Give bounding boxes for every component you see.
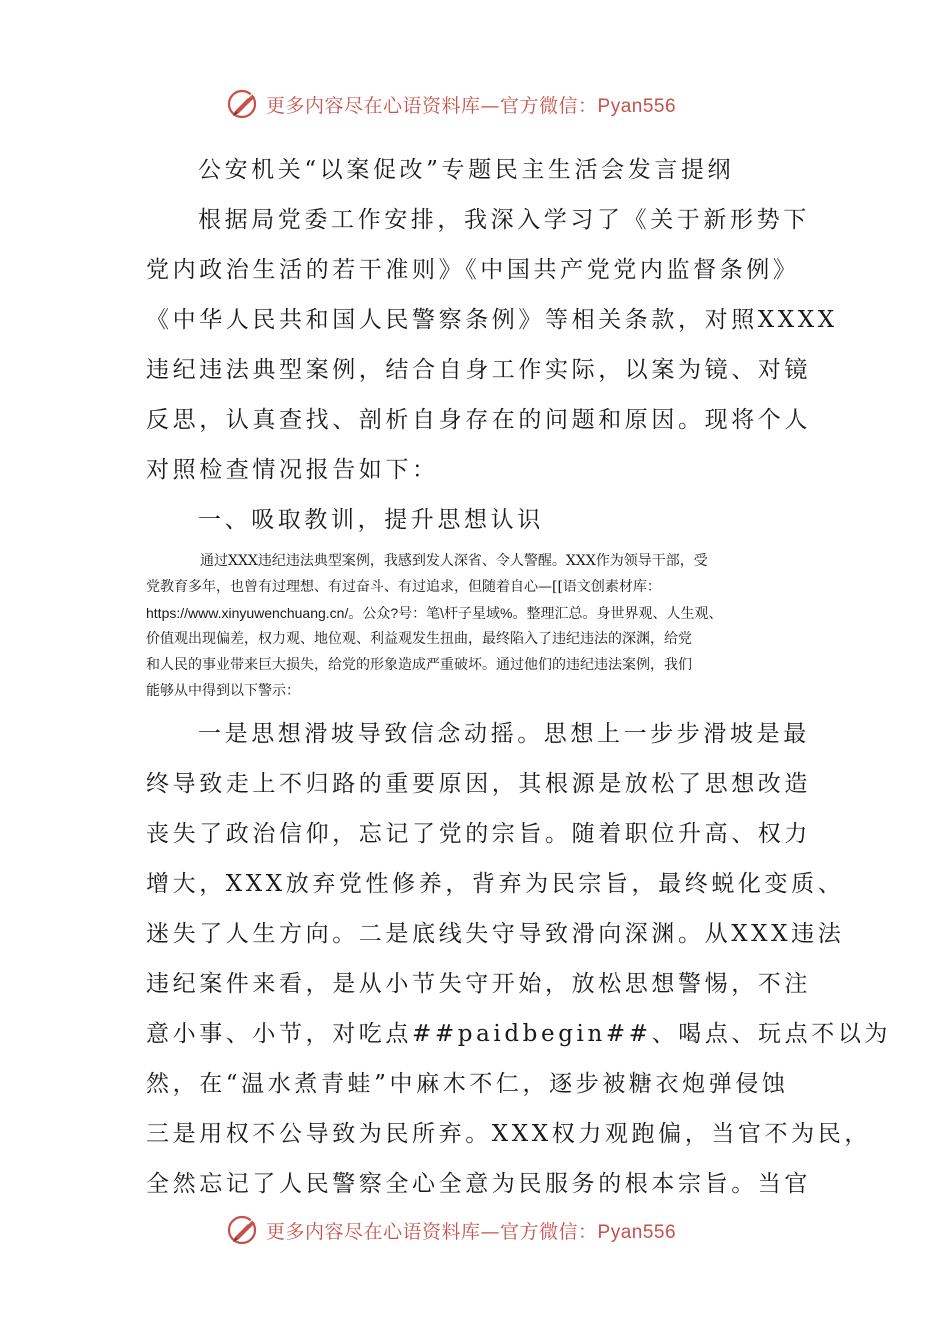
- lesson-line-5: 和人民的事业带来巨大损失，给党的形象造成严重破坏。通过他们的违纪违法案例，我们: [146, 657, 692, 673]
- intro-line-2: 党内政治生活的若干准则》《中国共产党党内监督条例》: [146, 257, 800, 283]
- body-line-7: 意小事、小节，对吃点##paidbegin##、喝点、玩点不以为: [146, 1021, 892, 1047]
- intro-line-1: 根据局党委工作安排，我深入学习了《关于新形势下: [198, 207, 810, 233]
- body-line-2: 终导致走上不归路的重要原因，其根源是放松了思想改造: [146, 771, 811, 797]
- body-line-8: 然，在“温水煮青蛙”中麻木不仁，逐步被糖衣炮弹侵蚀: [146, 1071, 789, 1097]
- document-title: 公安机关“以案促改”专题民主生活会发言提纲: [198, 157, 735, 183]
- footer-banner-text: 更多内容尽在心语资料库—官方微信：Pyan556: [266, 1220, 677, 1243]
- lesson-line-4: 价值观出现偏差，权力观、地位观、利益观发生扭曲，最终陷入了违纪违法的深渊，给党: [146, 631, 692, 647]
- lesson-line-2: 党教育多年，也曾有过理想、有过奋斗、有过追求，但随着自心—[[语文创素材库：: [146, 579, 661, 595]
- intro-line-4: 违纪违法典型案例，结合自身工作实际，以案为镜、对镜: [146, 357, 811, 383]
- header-banner: [226, 84, 746, 124]
- footer-banner: [226, 1210, 746, 1250]
- intro-line-6: 对照检查情况报告如下：: [146, 457, 439, 483]
- header-banner-text: 更多内容尽在心语资料库—官方微信：Pyan556: [266, 94, 677, 117]
- footer-wechat-id: Pyan556: [597, 1221, 677, 1243]
- header-wechat-id: Pyan556: [597, 95, 677, 117]
- lesson-line-6: 能够从中得到以下警示：: [146, 683, 300, 699]
- intro-line-3: 《中华人民共和国人民警察条例》等相关条款，对照XXXX: [146, 307, 838, 333]
- lesson-line-3: https://www.xinyuwenchuang.cn/。公众?号：笔\杆子星域%。整理汇总。身世界观、人生观、: [146, 605, 723, 621]
- body-line-1: 一是思想滑坡导致信念动摇。思想上一步步滑坡是最: [198, 721, 810, 747]
- body-line-5: 迷失了人生方向。二是底线失守导致滑向深渊。从XXX违法: [146, 921, 845, 947]
- intro-line-5: 反思，认真查找、剖析自身存在的问题和原因。现将个人: [146, 407, 811, 433]
- pen-emblem-icon: [226, 86, 262, 122]
- document-content: [146, 145, 892, 1209]
- body-line-4: 增大，XXX放弃党性修养，背弃为民宗旨，最终蜕化变质、: [146, 871, 845, 897]
- pen-emblem-icon: [226, 1212, 262, 1248]
- section-heading-1: 一、吸取教训，提升思想认识: [198, 507, 544, 533]
- body-line-3: 丧失了政治信仰，忘记了党的宗旨。随着职位升高、权力: [146, 821, 811, 847]
- body-line-10: 全然忘记了人民警察全心全意为民服务的根本宗旨。当官: [146, 1171, 811, 1197]
- body-line-6: 违纪案件来看，是从小节失守开始，放松思想警惕，不注: [146, 971, 811, 997]
- body-line-9: 三是用权不公导致为民所弃。XXX权力观跑偏，当官不为民，: [146, 1121, 871, 1147]
- lesson-paragraph: [146, 548, 816, 704]
- lesson-line-1: 通过XXX违纪违法典型案例，我感到发人深省、令人警醒。XXX作为领导干部，受: [200, 553, 708, 569]
